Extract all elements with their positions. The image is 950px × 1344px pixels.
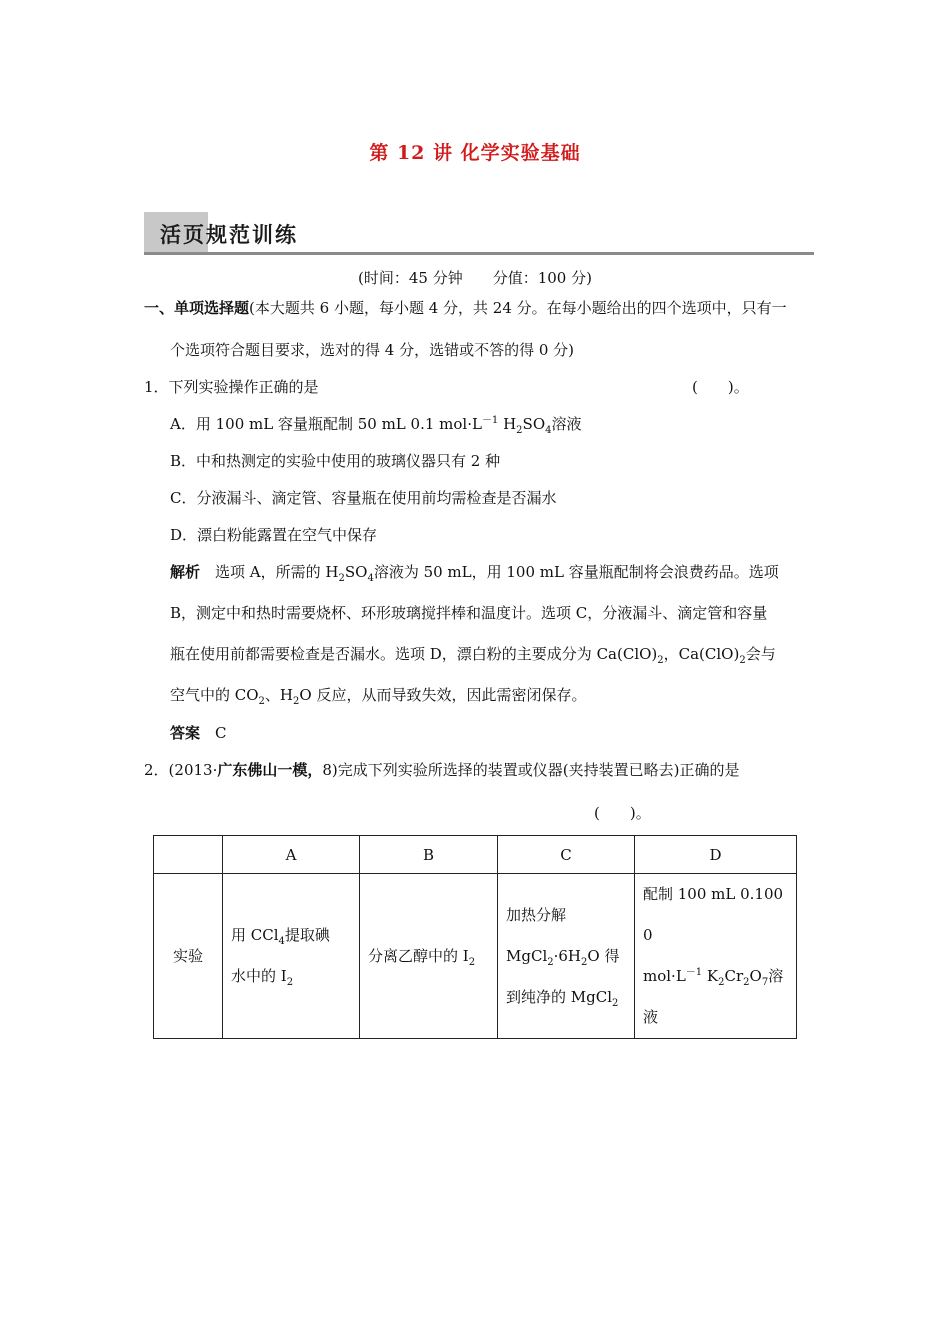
q1-analysis-line3: 瓶在使用前都需要检查是否漏水。选项 D，漂白粉的主要成分为 $Ca(ClO)_2$，$Ca(ClO)_2$会与	[170, 645, 776, 666]
table-row	[154, 874, 797, 1039]
cell-a: 用 CCl$_4$提取碘 水中的 $I_2$	[223, 874, 360, 1039]
q1-option-c: C．分液漏斗、滴定管、容量瓶在使用前均需检查是否漏水	[170, 489, 557, 507]
header-cell-d: D	[635, 836, 797, 874]
banner-heading: 活页规范训练	[160, 223, 298, 247]
q2-options-table	[153, 835, 797, 1039]
q2-source: 广东佛山一模，	[217, 761, 323, 779]
q1-option-d: D．漂白粉能露置在空气中保存	[170, 526, 378, 544]
cell-b: 分离乙醇中的 $I_2$	[360, 874, 498, 1039]
header-cell-empty	[154, 836, 223, 874]
q1-analysis-line1: 解析 选项 A，所需的 $H_2SO_4$溶液为 50 mL，用 100 mL 容量瓶配制将会浪费药品。选项	[170, 563, 779, 584]
q1-answer	[170, 723, 227, 743]
cell-d: 配制 100 mL 0.100 0 $mol\cdot L^{-1}$ $K_2Cr_2O_7$溶 液	[635, 874, 797, 1039]
header-cell-c: C	[498, 836, 635, 874]
q1-option-a: A．用 100 mL 容量瓶配制 50 mL 0.1 $mol\cdot L^{-1}$ $H_2SO_4$溶液	[170, 415, 582, 436]
q1-answer-paren: ( )。	[692, 378, 749, 396]
q1-stem: 1．下列实验操作正确的是	[144, 378, 319, 396]
q1-analysis-line2: B，测定中和热时需要烧杯、环形玻璃搅拌棒和温度计。选项 C，分液漏斗、滴定管和容量	[170, 604, 768, 622]
section-intro-line2: 个选项符合题目要求，选对的得 4 分，选错或不答的得 0 分)	[170, 341, 575, 359]
q2-answer-paren: ( )。	[594, 804, 651, 822]
cell-c: 加热分解 $MgCl_2\cdot 6H_2O$ 得 到纯净的 MgCl$_2$	[498, 874, 635, 1039]
analysis-label: 解析	[170, 563, 201, 581]
answer-value: C	[215, 724, 227, 742]
q1-analysis-line4: 空气中的 $CO_2$、$H_2O$ 反应，从而导致失效，因此需密闭保存。	[170, 686, 587, 707]
banner-rule	[144, 252, 814, 255]
time-score-info: (时间：45 分钟 分值：100 分)	[358, 269, 592, 287]
q2-stem: 2．(2013·广东佛山一模，8)完成下列实验所选择的装置或仪器(夹持装置已略去)正确的是	[144, 761, 740, 779]
section-heading: 一、单项选择题	[144, 299, 250, 317]
section-intro-line1: (本大题共 6 小题，每小题 4 分，共 24 分。在每小题给出的四个选项中，只有一	[249, 299, 787, 317]
table-header-row	[154, 836, 797, 874]
row-label: 实验	[154, 874, 223, 1039]
section-intro	[144, 298, 787, 318]
header-cell-b: B	[360, 836, 498, 874]
q1-option-b: B．中和热测定的实验中使用的玻璃仪器只有 2 种	[170, 452, 501, 470]
document-title: 第 12 讲 化学实验基础	[369, 142, 581, 164]
header-cell-a: A	[223, 836, 360, 874]
answer-label: 答案	[170, 724, 201, 742]
